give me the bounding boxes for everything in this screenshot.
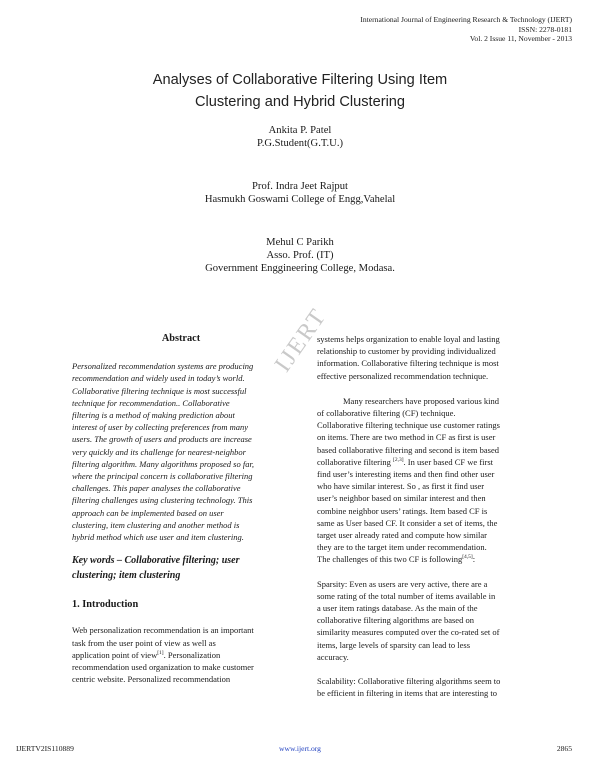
title-line-2: Clustering and Hybrid Clustering: [194, 94, 406, 110]
intro-line: centric website. Personalized recommendation: [72, 674, 231, 685]
body-line: user’s neighbor based on similar interest and then: [317, 493, 486, 504]
citation-ref: [4,5]: [462, 554, 473, 561]
abstract-line: clustering, item clustering and another method is: [72, 519, 240, 530]
left-column: [72, 333, 290, 685]
abstract-line: very quickly and its challenge for nearest-neighbor: [72, 446, 246, 457]
body-line: Many researchers have proposed various kind: [343, 395, 500, 406]
body-line: some rating of the total number of items available in: [317, 590, 496, 601]
footer-page-number: 2865: [556, 744, 572, 753]
abstract-line: recommendation and widely used in today’s world.: [72, 373, 245, 384]
author-block-1: [0, 124, 600, 150]
intro-line-tail: . Personalization: [163, 649, 221, 660]
body-line: items, large levels of sparsity can lead to less: [317, 639, 471, 650]
abstract-heading: Abstract: [161, 333, 201, 344]
body-line: find user’s interesting items and then find other user: [317, 469, 495, 480]
abstract-line: where the principal concern is collaborative filtering: [72, 471, 253, 482]
intro-line: recommendation used organization to make customer: [72, 662, 254, 673]
author-name: Ankita P. Patel: [268, 125, 332, 136]
body-line: accuracy.: [317, 651, 349, 662]
journal-header: [360, 15, 572, 44]
abstract-body: [72, 360, 290, 543]
abstract-line: users. The growth of users and products are increase: [72, 434, 252, 445]
watermark: IJERT: [270, 303, 333, 377]
journal-name: International Journal of Engineering Research & Technology (IJERT): [360, 15, 572, 24]
footer-paper-id: IJERTV2IS110889: [16, 744, 74, 753]
body-line: Sparsity: Even as users are very active, there are a: [317, 578, 488, 589]
journal-issn: ISSN: 2278-0181: [518, 24, 572, 34]
body-line: effective personalized recommendation technique.: [317, 370, 489, 381]
author-role: P.G.Student(G.T.U.): [256, 138, 344, 149]
body-line-with-citation: [317, 456, 530, 468]
body-line: Scalability: Collaborative filtering algorithms seem to: [317, 676, 501, 687]
author-affiliation: Government Enggineering College, Modasa.: [205, 263, 395, 274]
body-line: a user item ratings database. As the main of the: [317, 603, 478, 614]
author-role: Asso. Prof. (IT): [266, 250, 334, 261]
body-line: be efficient in filtering in items that are interesting to: [317, 688, 497, 699]
body-line: similarity measures computed over the co-rated set of: [317, 627, 500, 638]
abstract-line: Personalized recommendation systems are producing: [72, 361, 254, 372]
paragraph-sparsity: [317, 578, 530, 663]
paper-title: [0, 69, 600, 113]
paragraph-scalability: [317, 675, 530, 699]
body-line: they are to the target item under recommendation.: [317, 542, 487, 553]
body-line: systems helps organization to enable loyal and lasting: [317, 334, 500, 344]
body-line: target user already rated and compute how similar: [317, 530, 488, 541]
author-block-2: [0, 180, 600, 206]
body-line: relationship to customer by providing individualized: [317, 346, 496, 357]
abstract-line: filtering is a method of making prediction about: [72, 410, 235, 421]
intro-line-text: application point of view: [72, 649, 158, 660]
paragraph-systems: [317, 333, 530, 382]
footer-website-link[interactable]: www.ijert.org: [279, 744, 321, 753]
abstract-line: interest of user by collecting preferences from many: [72, 422, 249, 433]
body-line-with-citation: [317, 553, 530, 565]
title-line-1: Analyses of Collaborative Filtering Using Item: [152, 72, 448, 88]
introduction-body: [72, 624, 290, 685]
body-line: who have similar interest. So , as first it find user: [317, 481, 485, 492]
author-block-3: [0, 236, 600, 275]
intro-line: Web personalization recommendation is an important: [72, 625, 254, 636]
abstract-line: challenges. This paper analyses the collaborative: [72, 483, 241, 494]
abstract-line: technique for recommendation.. Collaborative: [72, 397, 230, 408]
intro-line: task from the user point of view as well as: [72, 637, 216, 648]
body-line-tail: :: [472, 554, 476, 565]
body-line-tail: . In user based CF we first: [403, 456, 494, 467]
abstract-line: filtering challenges using clustering technology. This: [72, 495, 253, 506]
body-line: combine neighbor users’ ratings. Item based CF is: [317, 505, 488, 516]
body-line: based collaborative filtering and second is item based: [317, 444, 499, 455]
body-line: collaborative filtering algorithms are based on: [317, 615, 474, 626]
body-line: same as User based CF. It consider a set of items, the: [317, 517, 498, 528]
body-line-text: collaborative filtering: [317, 456, 391, 467]
author-name: Mehul C Parikh: [266, 237, 334, 248]
citation-ref: [1]: [157, 650, 164, 657]
body-line: of collaborative filtering (CF) technique.: [317, 408, 456, 419]
keywords-line: Key words – Collaborative filtering; user: [72, 555, 240, 567]
keywords-line: clustering; item clustering: [72, 569, 181, 581]
paragraph-cf-methods: [317, 395, 530, 566]
abstract-line: Collaborative filtering technique is most successful: [72, 385, 247, 396]
section-heading-introduction: 1. Introduction: [72, 599, 139, 611]
abstract-line: filtering algorithm. Many algorithms proposed so far,: [72, 458, 254, 469]
journal-volume: Vol. 2 Issue 11, November - 2013: [469, 34, 572, 43]
abstract-line: hybrid method which use user and item clustering.: [72, 532, 244, 543]
intro-line-with-citation: [72, 649, 290, 661]
author-affiliation: Hasmukh Goswami College of Engg,Vahelal: [204, 194, 396, 205]
body-line-text: The challenges of this two CF is following: [317, 554, 463, 565]
body-line: on items. There are two method in CF as first is user: [317, 432, 496, 443]
right-column: [317, 333, 530, 699]
body-line: information. Collaborative filtering technique is most: [317, 358, 499, 369]
citation-ref: [2,3]: [393, 457, 404, 463]
body-line: Collaborative filtering technique use customer ratings: [317, 420, 500, 431]
author-name: Prof. Indra Jeet Rajput: [252, 181, 348, 192]
abstract-line: approach can be implemented based on user: [72, 507, 224, 518]
keywords: [72, 554, 290, 583]
